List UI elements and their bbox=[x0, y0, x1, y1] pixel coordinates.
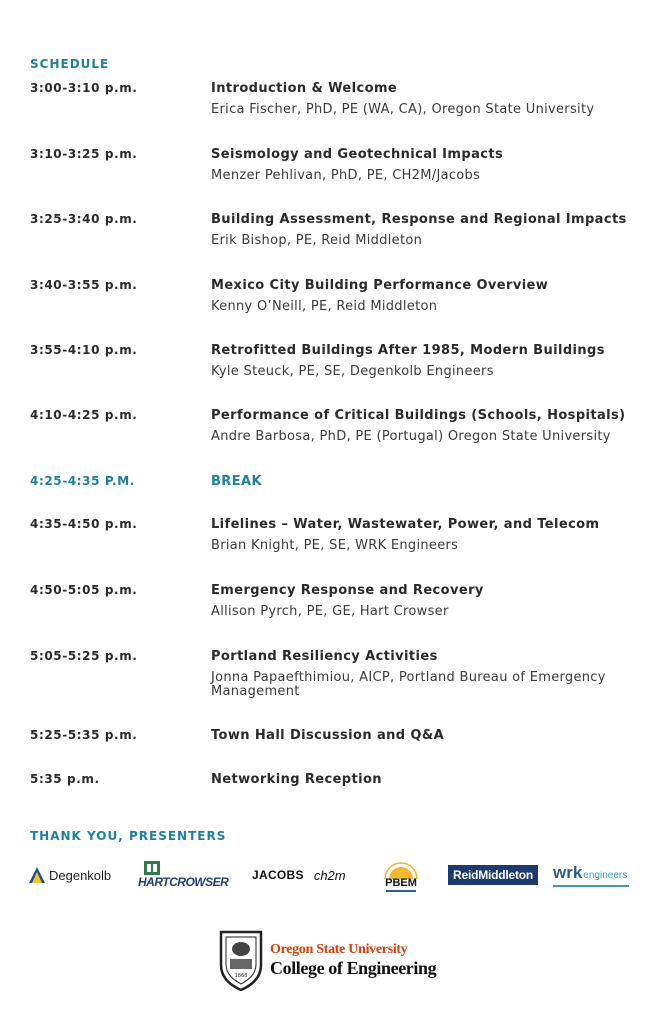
session-speaker: Erica Fischer, PhD, PE (WA, CA), Oregon State University bbox=[211, 102, 595, 117]
schedule-heading: SCHEDULE bbox=[30, 57, 110, 71]
hartcrowser-logo bbox=[138, 852, 228, 898]
degenkolb-logo bbox=[28, 852, 111, 898]
session-title: Introduction & Welcome bbox=[211, 81, 398, 96]
osu-college-name: College of Engineering bbox=[270, 957, 437, 978]
degenkolb-wordmark: Degenkolb bbox=[49, 867, 112, 883]
osu-wordmark bbox=[270, 942, 436, 979]
session-time: 4:35-4:50 p.m. bbox=[30, 517, 138, 531]
session-time: 4:10-4:25 p.m. bbox=[30, 408, 138, 422]
session-title: Emergency Response and Recovery bbox=[211, 583, 484, 598]
osu-university-name: Oregon State University bbox=[270, 941, 408, 957]
wrk-wordmark: wrk bbox=[553, 863, 583, 882]
session-speaker: Kenny O’Neill, PE, Reid Middleton bbox=[211, 299, 438, 314]
session-title: Mexico City Building Performance Overview bbox=[211, 278, 549, 293]
degenkolb-triangle-icon bbox=[28, 866, 46, 884]
session-title: Networking Reception bbox=[211, 772, 382, 787]
session-time: 5:25-5:35 p.m. bbox=[30, 728, 138, 742]
ch2m-wordmark: ch2m bbox=[313, 867, 346, 883]
session-title: Retrofitted Buildings After 1985, Modern Buildings bbox=[211, 343, 605, 358]
session-title: Portland Resiliency Activities bbox=[211, 649, 438, 664]
session-speaker: Brian Knight, PE, SE, WRK Engineers bbox=[211, 538, 459, 553]
hartcrowser-mark-icon bbox=[144, 861, 160, 875]
session-time: 3:10-3:25 p.m. bbox=[30, 147, 138, 161]
session-speaker: Allison Pyrch, PE, GE, Hart Crowser bbox=[211, 604, 449, 619]
jacobs-wordmark: JACOBS bbox=[252, 868, 304, 882]
session-time: 5:35 p.m. bbox=[30, 772, 100, 786]
wrk-logo bbox=[553, 852, 629, 898]
reidmiddleton-wordmark: ReidMiddleton bbox=[448, 865, 538, 885]
session-title: Lifelines – Water, Wastewater, Power, and Telecom bbox=[211, 517, 600, 532]
pbem-underline bbox=[386, 890, 416, 892]
pbem-wordmark: PBEM bbox=[385, 876, 417, 889]
pbem-logo bbox=[384, 852, 418, 898]
session-title: BREAK bbox=[211, 474, 262, 489]
session-time: 4:25-4:35 P.M. bbox=[30, 474, 135, 488]
session-time: 5:05-5:25 p.m. bbox=[30, 649, 138, 663]
osu-seal-icon bbox=[218, 929, 264, 991]
thanks-heading: THANK YOU, PRESENTERS bbox=[30, 829, 227, 843]
session-speaker: Andre Barbosa, PhD, PE (Portugal) Oregon State University bbox=[211, 429, 611, 444]
session-title: Performance of Critical Buildings (Schools, Hospitals) bbox=[211, 408, 626, 423]
hartcrowser-wordmark: HARTCROWSER bbox=[138, 875, 229, 889]
session-title: Building Assessment, Response and Regional Impacts bbox=[211, 212, 627, 227]
session-time: 3:00-3:10 p.m. bbox=[30, 81, 138, 95]
session-title: Town Hall Discussion and Q&A bbox=[211, 728, 445, 743]
sponsor-logos bbox=[28, 852, 638, 898]
reidmiddleton-logo bbox=[448, 852, 538, 898]
session-speaker: Menzer Pehlivan, PhD, PE, CH2M/Jacobs bbox=[211, 168, 481, 183]
session-time: 3:55-4:10 p.m. bbox=[30, 343, 138, 357]
wrk-tagline-bar bbox=[553, 885, 629, 887]
osu-seal-year: 1868 bbox=[234, 973, 248, 979]
session-speaker: Erik Bishop, PE, Reid Middleton bbox=[211, 233, 423, 248]
session-speaker: Kyle Steuck, PE, SE, Degenkolb Engineers bbox=[211, 364, 494, 379]
session-speaker: Jonna Papaefthimiou, AICP, Portland Bureau of Emergency Management bbox=[211, 670, 606, 699]
osu-coe-logo bbox=[218, 925, 436, 995]
jacobs-ch2m-logo bbox=[252, 852, 346, 898]
session-title: Seismology and Geotechnical Impacts bbox=[211, 147, 504, 162]
session-time: 3:25-3:40 p.m. bbox=[30, 212, 138, 226]
pbem-sun-icon bbox=[384, 859, 418, 879]
session-time: 3:40-3:55 p.m. bbox=[30, 278, 138, 292]
session-time: 4:50-5:05 p.m. bbox=[30, 583, 138, 597]
wrk-sub-wordmark: engineers bbox=[583, 870, 628, 881]
wrk-wordmark-row bbox=[553, 863, 627, 883]
